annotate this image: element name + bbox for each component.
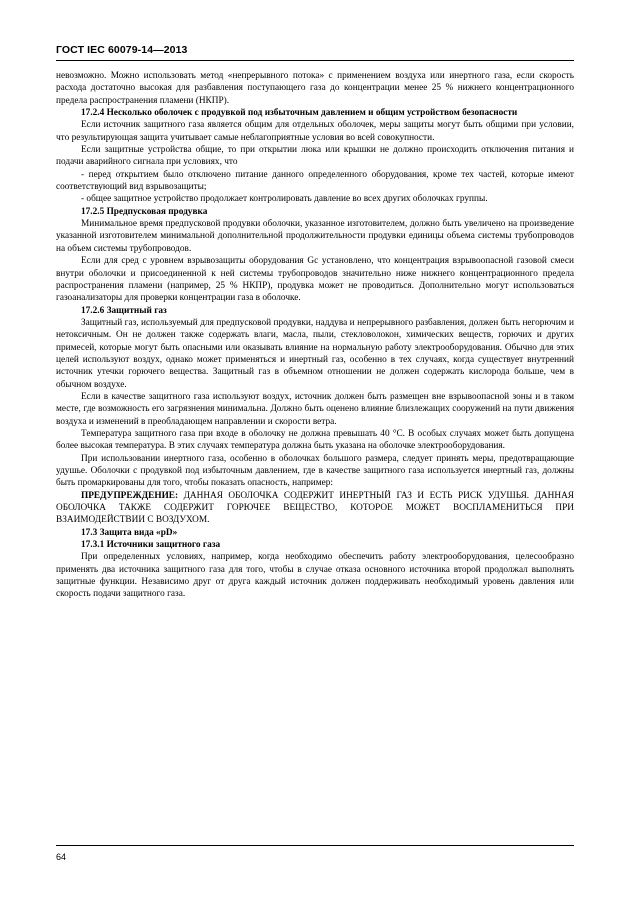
paragraph: При использовании инертного газа, особенно в оболочках большого размера, следует принять меры, предотвращающие удушье. Оболочки с продувкой под избыточным давлением, где в качестве защитного газа используется инертный газ, должны быть промаркированы для того, чтобы показать опасность, например: <box>56 453 574 489</box>
section-heading: 17.2.4 Несколько оболочек с продувкой под избыточным давлением и общим устройством безопасности <box>81 108 518 119</box>
list-item: - перед открытием было отключено питание данного определенного оборудования, кроме тех частей, которые имеют соответствующий вид взрывозащиты; <box>56 169 574 193</box>
page-number: 64 <box>56 852 67 862</box>
paragraph: Если для сред с уровнем взрывозащиты оборудования Gc установлено, что концентрация взрывоопасной газовой смеси внутри оболочки и присоединенной к ней системы трубопроводов значительно ниже нижнего концентрационного предела распространения пламени (например, 25 % НКПР), продувка может не проводиться. Дополнительно могут использоваться газоанализаторы для проверки концентрации газа в оболочке. <box>56 256 574 304</box>
paragraph: При определенных условиях, например, когда необходимо обеспечить работу электрооборудования, целесообразно применять два источника защитного газа для того, чтобы в случае отказа основного источника второй продолжал выполнять защитные функции. Независимо друг от друга каждый источник должен поддерживать необходимый уровень давления или скорость подачи защитного газа. <box>56 552 574 600</box>
section-heading: 17.3.1 Источники защитного газа <box>81 540 221 551</box>
document-body <box>56 70 574 601</box>
paragraph: невозможно. Можно использовать метод «непрерывного потока» с применением воздуха или инертного газа, если скорость расхода достаточно высокая для разбавления поступающего газа до концентрации менее 25 % нижнего концентрационного предела распространения пламени (НКПР). <box>56 71 574 106</box>
warning-paragraph <box>56 490 574 527</box>
list-item: - общее защитное устройство продолжает контролировать давление во всех других оболочках группы. <box>81 194 488 205</box>
section-heading: 17.2.5 Предпусковая продувка <box>81 206 208 217</box>
paragraph: Если в качестве защитного газа используют воздух, источник должен быть размещен вне взрывоопасной зоны и в таком месте, где возможность его загрязнения минимальна. Должно быть оценено влияние близлежащих сооружений на пути движения воздуха и изменений в преобладающем направлении и скорости ветра. <box>56 391 574 427</box>
footer-rule <box>56 845 574 846</box>
page-header: ГОСТ IEC 60079-14—2013 <box>56 44 188 56</box>
section-heading: 17.2.6 Защитный газ <box>81 305 167 316</box>
section-heading: 17.3 Защита вида «pD» <box>81 527 178 538</box>
paragraph: Если защитные устройства общие, то при открытии люка или крышки не должно происходить отключения питания и подачи аварийного сигнала при условиях, что <box>56 145 574 168</box>
header-rule <box>56 60 574 61</box>
paragraph: Если источник защитного газа является общим для отдельных оболочек, меры защиты могут быть общими при условии, что результирующая защита учитывает самые неблагоприятные условия во всей совокупности. <box>56 120 574 143</box>
paragraph: Минимальное время предпусковой продувки оболочки, указанное изготовителем, должно быть увеличено на произведение указанной изготовителем минимальной дополнительной продолжительности продувки единицы объема системы трубопроводов на объем системы трубопроводов. <box>56 219 574 254</box>
warning-label: ПРЕДУПРЕЖДЕНИЕ: <box>81 490 179 501</box>
warning-text: ДАННАЯ ОБОЛОЧКА СОДЕРЖИТ ИНЕРТНЫЙ ГАЗ И ЕСТЬ РИСК УДУШЬЯ. ДАННАЯ ОБОЛОЧКА ТАКЖЕ СОДЕРЖИТ ГОРЮЧЕЕ ВЕЩЕСТВО, КОТОРОЕ МОЖЕТ ВОСПЛАМЕНИТЬСЯ ПРИ ВЗАИМОДЕЙСТВИИ С ВОЗДУХОМ. <box>56 490 574 526</box>
paragraph: Температура защитного газа при входе в оболочку не должна превышать 40 °С. В особых случаях может быть допущена более высокая температура. В этих случаях температура должна быть указана на оболочке электрооборудования. <box>56 428 574 452</box>
paragraph: Защитный газ, используемый для предпусковой продувки, наддува и непрерывного разбавления, должен быть негорючим и нетоксичным. Он не должен также содержать влаги, масла, пыли, стекловолокон, химических веществ, горючих и других примесей, которые могут быть опасными или оказывать влияние на нормальную работу электрооборудования. Обычно для этих целей используют воздух, однако может применяться и инертный газ, особенно в тех случаях, когда существует внутренний источник утечки горючего вещества. Защитный газ в объемном отношении не должен содержать кислорода больше, чем в обычном воздухе. <box>56 317 574 390</box>
